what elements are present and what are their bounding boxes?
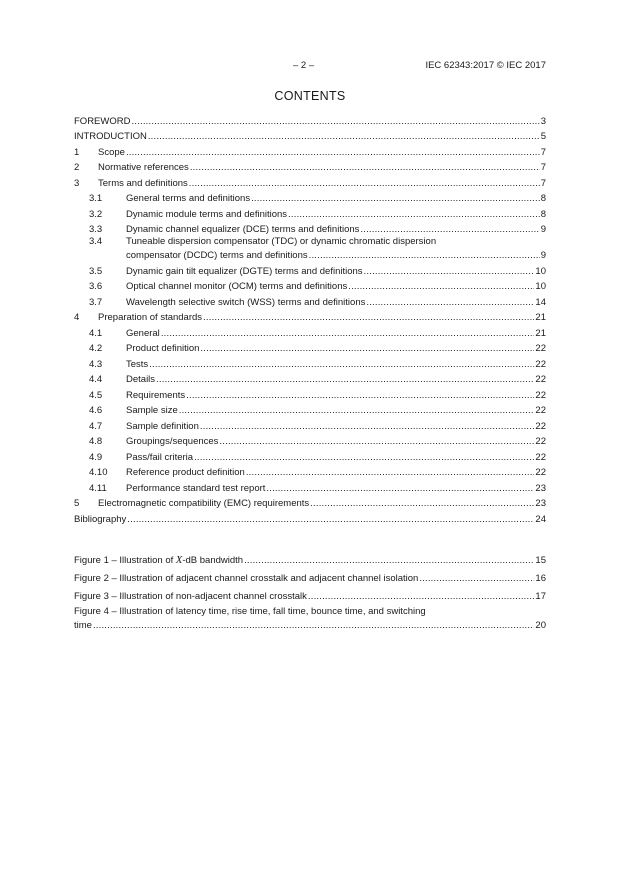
toc-entry-4-10[interactable]: 4.10 Reference product definition ..... 22 [74,464,546,480]
page-title: CONTENTS [274,89,346,103]
figure-entry-3[interactable]: Figure 3 – Illustration of non-adjacent channel crosstalk ..... 17 [74,585,546,603]
toc-entry-introduction[interactable]: INTRODUCTION ..... 5 [74,128,546,144]
toc-entry-bibliography[interactable]: Bibliography ..... 24 [74,510,546,526]
toc-entry-3-2[interactable]: 3.2 Dynamic module terms and definitions ..... 8 [74,205,546,221]
toc-entry-4-5[interactable]: 4.5 Requirements ..... 22 [74,386,546,402]
toc-entry-3-4[interactable]: 3.4 Tuneable dispersion compensator (TDC) or dynamic chromatic dispersion compensator (DCDC) terms and definitions ..... 9 [74,236,546,262]
toc-entry-4-3[interactable]: 4.3 Tests ..... 22 [74,355,546,371]
toc-entry-4-6[interactable]: 4.6 Sample size ..... 22 [74,402,546,418]
toc-entry-1[interactable]: 1 Scope ..... 7 [74,143,546,159]
toc-entry-3-5[interactable]: 3.5 Dynamic gain tilt equalizer (DGTE) terms and definitions ..... 10 [74,262,546,278]
toc-entry-4-9[interactable]: 4.9 Pass/fail criteria ..... 22 [74,448,546,464]
figure-entry-1[interactable]: Figure 1 – Illustration of X-dB bandwidth ..... 15 [74,549,546,567]
toc-entry-4-7[interactable]: 4.7 Sample definition ..... 22 [74,417,546,433]
toc-entry-3-1[interactable]: 3.1 General terms and definitions ..... 8 [74,190,546,206]
toc-entry-4-1[interactable]: 4.1 General ..... 21 [74,324,546,340]
toc-entry-foreword[interactable]: FOREWORD ..... 3 [74,112,546,128]
toc-entry-3[interactable]: 3 Terms and definitions ..... 7 [74,174,546,190]
page-number: – 2 – [293,60,315,71]
toc-entry-4[interactable]: 4 Preparation of standards ..... 21 [74,309,546,325]
standard-id: IEC 62343:2017 © IEC 2017 [425,60,546,71]
toc-entry-3-7[interactable]: 3.7 Wavelength selective switch (WSS) terms and definitions ..... 14 [74,293,546,309]
table-of-contents [74,112,546,526]
toc-entry-4-11[interactable]: 4.11 Performance standard test report ..... 23 [74,479,546,495]
toc-entry-4-2[interactable]: 4.2 Product definition ..... 22 [74,340,546,356]
list-of-figures [74,549,546,632]
toc-entry-2[interactable]: 2 Normative references ..... 7 [74,159,546,175]
toc-entry-3-6[interactable]: 3.6 Optical channel monitor (OCM) terms and definitions ..... 10 [74,278,546,294]
toc-entry-4-8[interactable]: 4.8 Groupings/sequences ..... 22 [74,433,546,449]
figure-entry-2[interactable]: Figure 2 – Illustration of adjacent channel crosstalk and adjacent channel isolation ..... 16 [74,567,546,585]
figure-entry-4[interactable]: Figure 4 – Illustration of latency time, rise time, fall time, bounce time, and switching time ..... 20 [74,606,546,632]
page-header [0,60,620,74]
toc-entry-5[interactable]: 5 Electromagnetic compatibility (EMC) requirements ..... 23 [74,495,546,511]
toc-entry-3-3[interactable]: 3.3 Dynamic channel equalizer (DCE) terms and definitions ..... 9 [74,221,546,237]
toc-entry-4-4[interactable]: 4.4 Details ..... 22 [74,371,546,387]
